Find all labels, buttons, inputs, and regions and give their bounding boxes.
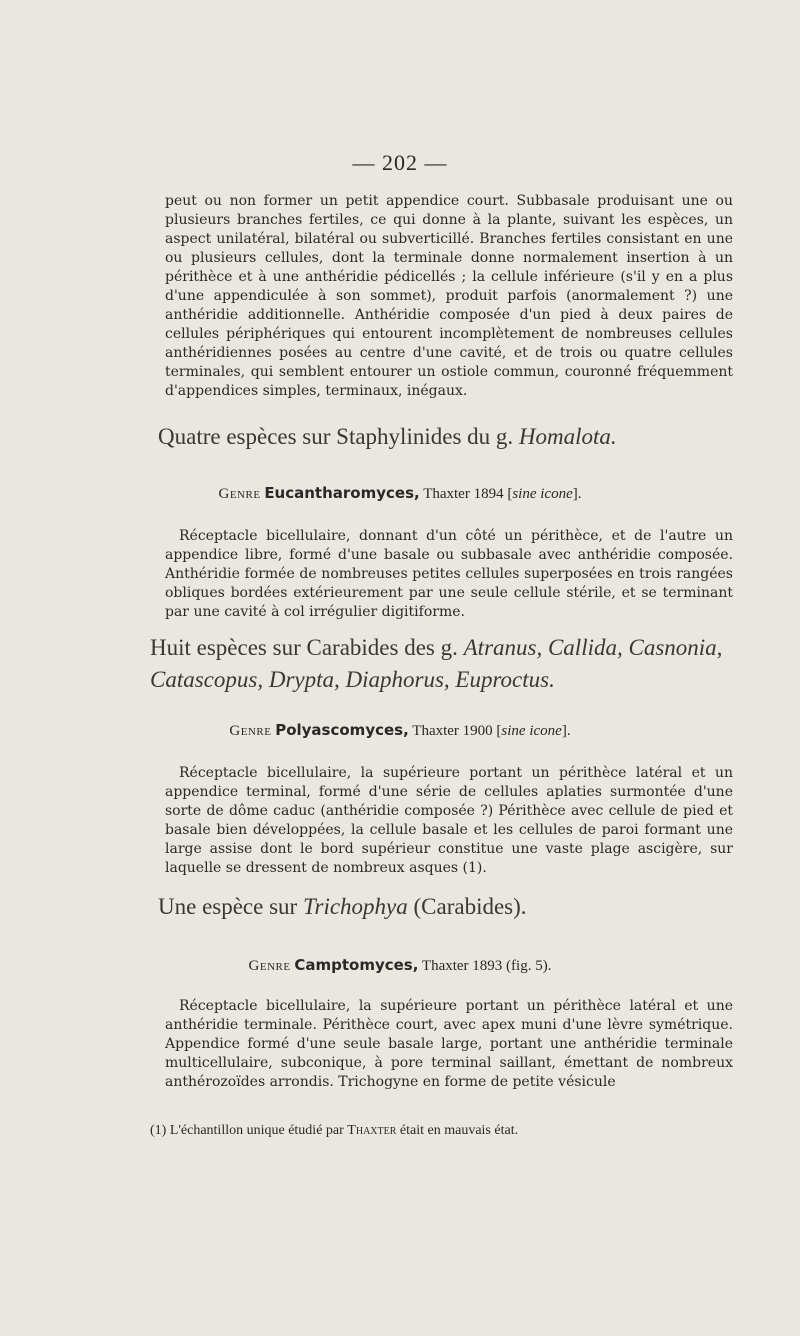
footnote-author: Thaxter — [347, 1123, 397, 1138]
genre-author: Thaxter 1894 [ — [423, 486, 513, 502]
host-line-2 — [150, 632, 740, 696]
genre-heading-1 — [0, 484, 800, 503]
paragraph-3-text: Réceptacle bicellulaire, la supérieure portant un périthèce latéral et un appendice terminal, formé d'une série de cellules aplaties surmontée d'une sorte de dôme caduc (anthéridie composée ?) Périthèce avec cellule de pied et basale bien développées, la cellule basale et les cellules de paroi formant une large assise dont le bord supérieur constitue une vaste plage ascigère, sur laquelle se dressent de nombreux asques (1). — [165, 765, 733, 876]
paragraph-4 — [165, 997, 733, 1092]
host-line-3 — [158, 891, 758, 923]
paragraph-3 — [165, 764, 733, 878]
genre-label: Genre — [248, 958, 291, 974]
paragraph-2 — [165, 527, 733, 622]
host-text: Quatre espèces sur Staphylinides du g. — [158, 424, 519, 449]
host-text: Huit espèces sur Carabides des g. — [150, 635, 464, 660]
genre-label: Genre — [229, 723, 272, 739]
genre-heading-2 — [0, 721, 800, 740]
genre-end: ]. — [572, 486, 582, 502]
genre-author: Thaxter 1900 [ — [412, 723, 502, 739]
host-genera: Atranus, Callida, Casnonia, Catascopus, Drypta, Diaphorus, Euproctus. — [150, 635, 723, 692]
footnote-text: (1) L'échantillon unique étudié par — [150, 1123, 348, 1138]
host-end: (Carabides). — [407, 894, 527, 919]
genre-note: sine icone — [512, 486, 573, 502]
genre-label: Genre — [218, 486, 261, 502]
genre-author: Thaxter 1893 (fig. 5). — [421, 958, 552, 974]
footnote-end: était en mauvais état. — [396, 1123, 519, 1138]
genre-heading-3 — [0, 956, 800, 975]
genre-name: Eucantharomyces, — [264, 484, 420, 502]
footnote — [150, 1123, 750, 1139]
host-text: Une espèce sur — [158, 894, 303, 919]
host-genus: Trichophya — [302, 894, 408, 919]
page-number: — 202 — — [352, 150, 448, 175]
host-line-1 — [158, 421, 758, 453]
genre-name: Polyascomyces, — [275, 721, 409, 739]
paragraph-1: peut ou non former un petit appendice court. Subbasale produisant une ou plusieurs branches fertiles, ce qui donne à la plante, suivant les espèces, un aspect unilatéral, bilatéral ou subverticillé. Branches fertiles consistant en une ou plusieurs cellules, dont la terminale donne normalement insertion à un périthèce et à une anthéridie pédicellés ; la cellule inférieure (s'il y en a plus d'une appendiculée à son sommet), produit parfois (anormalement ?) une anthéridie additionnelle. Anthéridie composée d'un pied à deux paires de cellules périphériques qui entourent incomplètement de nombreuses cellules anthéridiennes posées au centre d'une cavité, et de trois ou quatre cellules terminales, qui semblent entourer un ostiole commun, couronné fréquemment d'appendices simples, terminaux, inégaux. — [165, 193, 733, 399]
paragraph-2-text: Réceptacle bicellulaire, donnant d'un côté un périthèce, et de l'autre un appendice libre, formé d'une basale ou subbasale avec anthéridie composée. Anthéridie formée de nombreuses petites cellules superposées en trois rangées obliques bordées extérieurement par une seule cellule stérile, et se terminant par une cavité à col irrégulier digitiforme. — [165, 528, 733, 620]
genre-end: ]. — [561, 723, 571, 739]
genre-name: Camptomyces, — [294, 956, 419, 974]
genre-note: sine icone — [501, 723, 562, 739]
paragraph-4-text: Réceptacle bicellulaire, la supérieure portant un périthèce latéral et une anthéridie terminale. Périthèce court, avec apex muni d'une lèvre symétrique. Appendice formé d'une seule basale large, portant une anthéridie terminale multicellulaire, subconique, à pore terminal saillant, émettant de nombreux anthérozoïdes arrondis. Trichogyne en forme de petite vésicule — [165, 998, 733, 1090]
host-genus: Homalota. — [518, 424, 617, 449]
